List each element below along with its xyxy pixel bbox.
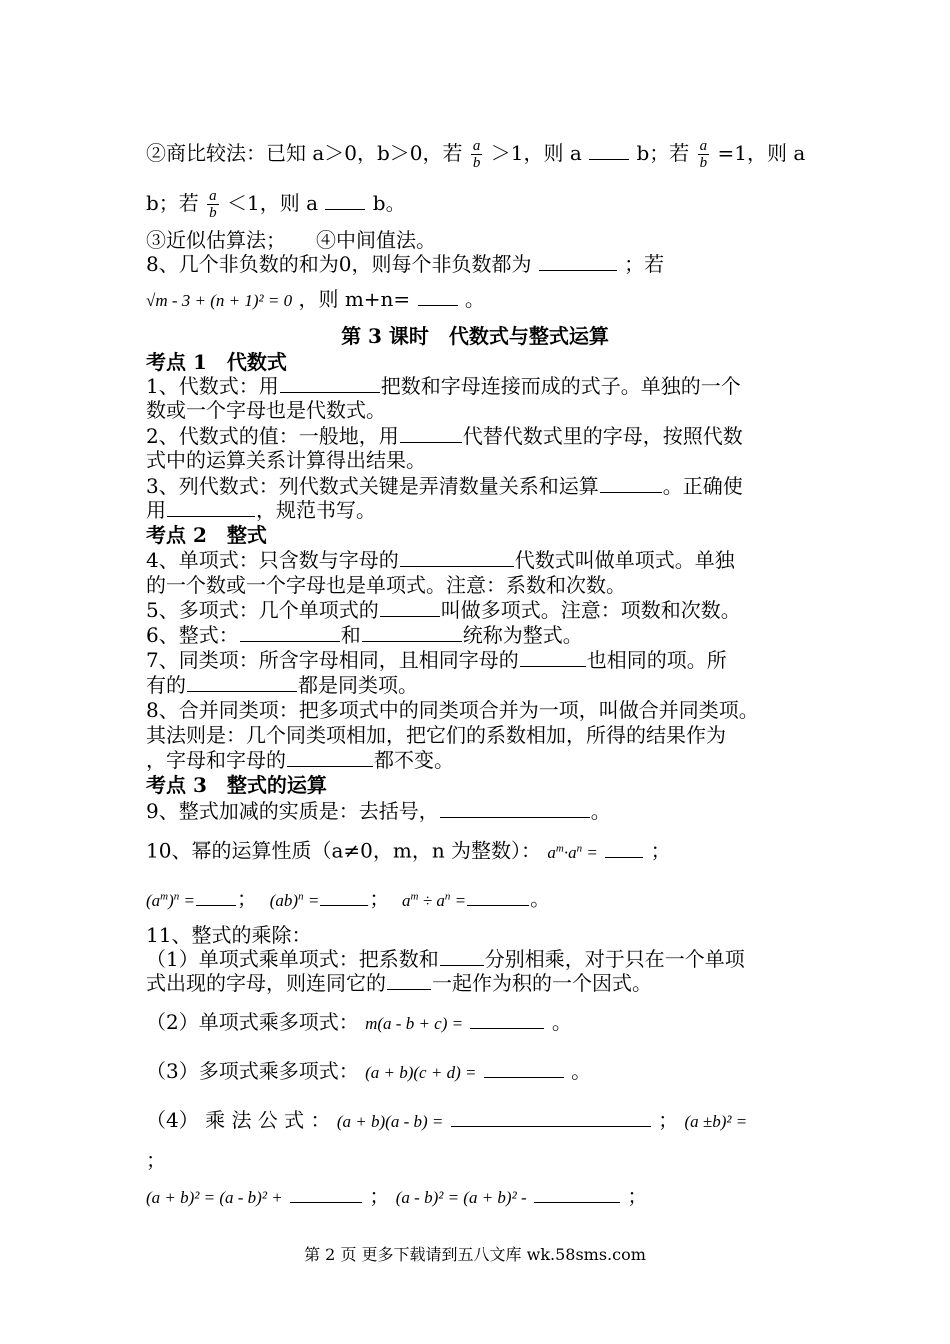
text: 。: [464, 287, 485, 311]
text: b。: [372, 191, 406, 215]
estimation-methods-line: ③近似估算法； ④中间值法。: [146, 228, 436, 252]
text: 。: [530, 886, 551, 911]
text: ；: [627, 1184, 648, 1208]
text: 4、单项式：只含数与字母的: [146, 548, 399, 572]
text: ；: [369, 886, 390, 911]
numerator: a: [699, 138, 708, 154]
text: ＞1，则 a: [490, 141, 582, 165]
text: 式出现的字母，则连同它的: [146, 971, 386, 995]
text: 2、代数式的值：一般地，用: [146, 424, 399, 448]
fill-blank[interactable]: [605, 839, 643, 858]
text: 。: [551, 1010, 572, 1034]
text: ＜1，则 a: [227, 191, 319, 215]
fill-blank[interactable]: [484, 1059, 564, 1078]
text: ；: [369, 1184, 390, 1208]
text: 9、整式加减的实质是：去括号，: [146, 799, 439, 823]
fill-blank[interactable]: [280, 374, 380, 393]
fill-blank[interactable]: [440, 799, 590, 818]
math-formula: (a + b)(a - b) =: [336, 1112, 444, 1131]
text: 叫做多项式。注意：项数和次数。: [440, 598, 741, 622]
fill-blank[interactable]: [380, 598, 440, 617]
math-formula: m(a - b + c) =: [365, 1014, 464, 1033]
text: ；若: [624, 252, 665, 276]
k3-line-10: ；: [146, 1148, 166, 1172]
text: 统称为整式。: [462, 623, 583, 647]
power-of-product-formula: (ab)$^n$ =: [269, 890, 320, 910]
text: 6、整式：: [146, 623, 239, 647]
text: 5、多项式：几个单项式的: [146, 598, 379, 622]
quotient-comparison-line-2: [146, 188, 406, 221]
k2-line-2: 的一个数或一个字母也是单项式。注意：系数和次数。: [146, 573, 626, 597]
k2-line-9: [146, 748, 454, 772]
k2-line-5: [146, 648, 727, 672]
fraction-a-over-b: [207, 188, 219, 221]
fraction-a-over-b: [471, 138, 483, 171]
text: 代替代数式里的字母，按照代数: [462, 424, 743, 448]
k1-line-1: [146, 374, 741, 398]
k2-line-3: [146, 598, 741, 622]
math-formula: (a ±b)² =: [684, 1112, 748, 1131]
fill-blank[interactable]: [325, 191, 365, 210]
k2-line-6: [146, 673, 418, 697]
item-8-line-1: [146, 252, 664, 276]
power-product-formula: $a^m\cdot a^n$ =: [547, 842, 598, 862]
fill-blank[interactable]: [400, 548, 514, 567]
fill-blank[interactable]: [589, 141, 629, 160]
text: 8、几个非负数的和为0，则每个非负数都为: [146, 252, 532, 276]
fill-blank[interactable]: [387, 971, 431, 990]
text: （1）单项式乘单项式：把系数和: [146, 947, 439, 971]
text: b；若: [146, 191, 199, 215]
text: ，规范书写。: [256, 498, 376, 522]
text: 。正确使: [662, 474, 743, 498]
page-footer: 第 2 页 更多下载请到五八文库 wk.58sms.com: [304, 1245, 646, 1264]
fill-blank[interactable]: [451, 1108, 651, 1127]
lesson-title: 第 3 课时 代数式与整式运算: [341, 324, 609, 348]
text: ；: [237, 886, 258, 911]
k2-line-7: 8、合并同类项：把多项式中的同类项合并为一项，叫做合并同类项。: [146, 698, 759, 722]
fill-blank[interactable]: [520, 648, 586, 667]
text: 。: [571, 1059, 592, 1083]
fill-blank[interactable]: [167, 498, 255, 517]
quotient-comparison-line-1: [146, 138, 805, 171]
k3-line-4: 11、整式的乘除：: [146, 923, 312, 947]
fill-blank[interactable]: [287, 748, 373, 767]
section-heading: 考点 3 整式的运算: [146, 773, 327, 797]
fill-blank[interactable]: [240, 623, 340, 642]
text: 7、同类项：所含字母相同，且相同字母的: [146, 648, 519, 672]
fill-blank[interactable]: [470, 1010, 544, 1029]
text: 和: [340, 623, 361, 647]
fill-blank[interactable]: [539, 252, 617, 271]
text: 。: [590, 799, 611, 823]
math-formula: (a + b)(c + d) =: [365, 1063, 477, 1082]
math-formula: (a - b)² = (a + b)² -: [395, 1188, 527, 1207]
k3-line-5: [146, 947, 745, 971]
text: 都不变。: [374, 748, 454, 772]
k3-line-3: [146, 884, 550, 913]
text: ，字母和字母的: [146, 748, 286, 772]
denominator: b: [699, 155, 708, 171]
fill-blank[interactable]: [400, 424, 462, 443]
k3-line-6: [146, 971, 652, 995]
math-formula: (a + b)² = (a - b)² +: [146, 1188, 283, 1207]
fill-blank[interactable]: [187, 673, 297, 692]
text: ；: [650, 838, 671, 863]
text: 也相同的项。所: [586, 648, 727, 672]
k3-line-2: [146, 836, 671, 865]
text: 1、代数式：用: [146, 374, 279, 398]
fill-blank[interactable]: [467, 887, 529, 906]
text: ，则 m+n=: [298, 287, 411, 311]
k1-line-5: [146, 474, 743, 498]
text: 分别相乘，对于只在一个单项: [484, 947, 745, 971]
text: 用: [146, 498, 166, 522]
text: （4） 乘 法 公 式 ：: [146, 1108, 331, 1132]
text: （3）多项式乘多项式：: [146, 1059, 359, 1083]
denominator: b: [472, 155, 481, 171]
numerator: a: [209, 188, 217, 204]
power-quotient-formula: $a^m \div a^n$ =: [402, 890, 467, 910]
power-of-power-formula: $(a^m)^n$ =: [146, 890, 196, 910]
k3-line-1: [146, 799, 611, 823]
k1-line-4: 式中的运算关系计算得出结果。: [146, 448, 426, 472]
numerator: a: [472, 138, 481, 154]
k3-line-11: [146, 1184, 647, 1210]
text: 10、幂的运算性质（a≠0，m，n 为整数）：: [146, 838, 542, 863]
k1-line-2: 数或一个字母也是代数式。: [146, 398, 386, 422]
item-8-line-2: [146, 287, 485, 313]
k2-line-1: [146, 548, 735, 572]
k3-line-7: [146, 1010, 572, 1036]
denominator: b: [209, 205, 217, 221]
text: =1，则 a: [717, 141, 806, 165]
fill-blank[interactable]: [290, 1184, 362, 1203]
fraction-a-over-b: [698, 138, 710, 171]
text: 都是同类项。: [298, 673, 418, 697]
k3-line-9: [146, 1108, 747, 1134]
fill-blank[interactable]: [362, 623, 462, 642]
fill-blank[interactable]: [418, 287, 458, 306]
text: ②商比较法：已知 a＞0，b＞0，若: [146, 141, 463, 165]
text: 一起作为积的一个因式。: [432, 971, 652, 995]
k2-line-4: [146, 623, 583, 647]
fill-blank[interactable]: [440, 947, 484, 966]
k1-line-6: [146, 498, 376, 522]
text: b；若: [636, 141, 690, 165]
fill-blank[interactable]: [196, 887, 236, 906]
section-heading: 考点 2 整式: [146, 523, 267, 547]
fill-blank[interactable]: [600, 474, 662, 493]
k1-line-3: [146, 424, 743, 448]
text: 把数和字母连接而成的式子。单独的一个: [380, 374, 741, 398]
text: （2）单项式乘多项式：: [146, 1010, 359, 1034]
fill-blank[interactable]: [320, 887, 368, 906]
text: 3、列代数式：列代数式关键是弄清数量关系和运算: [146, 474, 599, 498]
text: 代数式叫做单项式。单独: [514, 548, 735, 572]
k3-line-8: [146, 1059, 591, 1085]
text: 有的: [146, 673, 186, 697]
text: ；: [658, 1108, 679, 1132]
section-heading: 考点 1 代数式: [146, 350, 287, 374]
fill-blank[interactable]: [534, 1184, 620, 1203]
math-formula: √m - 3 + (n + 1)² = 0: [146, 291, 293, 310]
k2-line-8: 其法则是：几个同类项相加，把它们的系数相加，所得的结果作为: [146, 723, 726, 747]
